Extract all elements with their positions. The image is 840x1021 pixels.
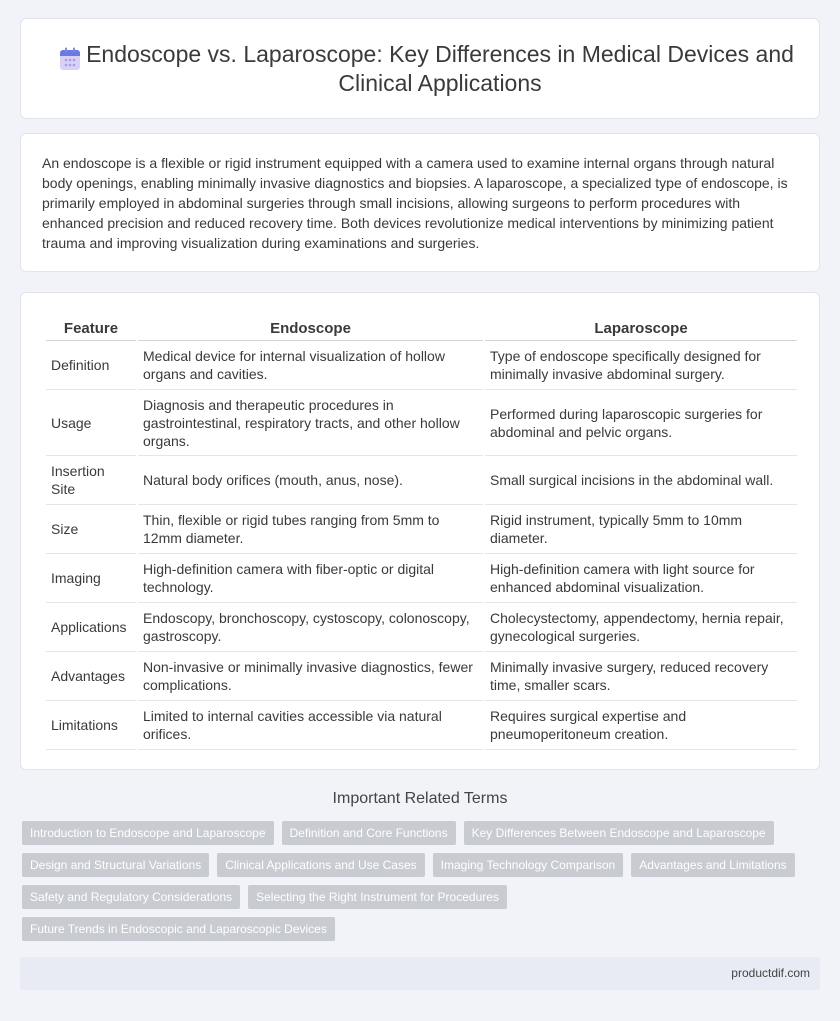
related-tag[interactable]: Future Trends in Endoscopic and Laparoscopic Devices bbox=[22, 917, 335, 941]
endoscope-cell: Medical device for internal visualization of hollow organs and cavities. bbox=[138, 341, 483, 390]
table-row bbox=[46, 554, 797, 603]
related-tag[interactable]: Design and Structural Variations bbox=[22, 853, 209, 877]
endoscope-cell: Diagnosis and therapeutic procedures in gastrointestinal, respiratory tracts, and other hollow organs. bbox=[138, 390, 483, 456]
endoscope-cell: High-definition camera with fiber-optic or digital technology. bbox=[138, 554, 483, 603]
related-tag[interactable]: Imaging Technology Comparison bbox=[433, 853, 624, 877]
endoscope-cell: Natural body orifices (mouth, anus, nose). bbox=[138, 456, 483, 505]
table-row bbox=[46, 456, 797, 505]
feature-cell: Advantages bbox=[46, 652, 136, 701]
header-laparoscope: Laparoscope bbox=[485, 313, 797, 341]
related-tag[interactable]: Definition and Core Functions bbox=[282, 821, 456, 845]
related-tag[interactable]: Safety and Regulatory Considerations bbox=[22, 885, 240, 909]
comparison-table-card bbox=[20, 292, 820, 770]
header-feature: Feature bbox=[46, 313, 136, 341]
header-endoscope: Endoscope bbox=[138, 313, 483, 341]
related-terms-heading: Important Related Terms bbox=[332, 790, 508, 807]
feature-cell: Imaging bbox=[46, 554, 136, 603]
feature-cell: Insertion Site bbox=[46, 456, 136, 505]
related-terms-tags bbox=[22, 821, 822, 949]
endoscope-cell: Thin, flexible or rigid tubes ranging from 5mm to 12mm diameter. bbox=[138, 505, 483, 554]
page-title: Endoscope vs. Laparoscope: Key Differences in Medical Devices and Clinical Applications bbox=[86, 40, 794, 96]
laparoscope-cell: Cholecystectomy, appendectomy, hernia repair, gynecological surgeries. bbox=[485, 603, 797, 652]
feature-cell: Applications bbox=[46, 603, 136, 652]
comparison-table bbox=[44, 313, 799, 750]
laparoscope-cell: Small surgical incisions in the abdominal wall. bbox=[485, 456, 797, 505]
laparoscope-cell: Performed during laparoscopic surgeries for abdominal and pelvic organs. bbox=[485, 390, 797, 456]
intro-paragraph: An endoscope is a flexible or rigid instrument equipped with a camera used to examine internal organs through natural body openings, enabling minimally invasive diagnostics and biopsies. A laparoscope, a specialized type of endoscope, is primarily employed in abdominal surgeries through small incisions, allowing surgeons to perform procedures with enhanced precision and reduced recovery time. Both devices revolutionize medical interventions by minimizing patient trauma and improving visualization during examinations and surgeries. bbox=[42, 155, 788, 251]
laparoscope-cell: Requires surgical expertise and pneumoperitoneum creation. bbox=[485, 701, 797, 750]
endoscope-cell: Limited to internal cavities accessible via natural orifices. bbox=[138, 701, 483, 750]
table-row bbox=[46, 505, 797, 554]
intro-card bbox=[20, 133, 820, 272]
endoscope-cell: Endoscopy, bronchoscopy, cystoscopy, colonoscopy, gastroscopy. bbox=[138, 603, 483, 652]
table-row bbox=[46, 652, 797, 701]
related-tag[interactable]: Clinical Applications and Use Cases bbox=[217, 853, 424, 877]
related-tag[interactable]: Advantages and Limitations bbox=[631, 853, 794, 877]
table-row bbox=[46, 390, 797, 456]
feature-cell: Limitations bbox=[46, 701, 136, 750]
table-row bbox=[46, 701, 797, 750]
feature-cell: Size bbox=[46, 505, 136, 554]
feature-cell: Usage bbox=[46, 390, 136, 456]
related-tag[interactable]: Selecting the Right Instrument for Procedures bbox=[248, 885, 507, 909]
laparoscope-cell: Type of endoscope specifically designed for minimally invasive abdominal surgery. bbox=[485, 341, 797, 390]
laparoscope-cell: Minimally invasive surgery, reduced recovery time, smaller scars. bbox=[485, 652, 797, 701]
title-card bbox=[20, 18, 820, 119]
footer bbox=[20, 957, 820, 990]
related-tag[interactable]: Introduction to Endoscope and Laparoscope bbox=[22, 821, 274, 845]
feature-cell: Definition bbox=[46, 341, 136, 390]
laparoscope-cell: Rigid instrument, typically 5mm to 10mm diameter. bbox=[485, 505, 797, 554]
table-header-row bbox=[46, 313, 797, 341]
endoscope-cell: Non-invasive or minimally invasive diagnostics, fewer complications. bbox=[138, 652, 483, 701]
table-row bbox=[46, 603, 797, 652]
table-row bbox=[46, 341, 797, 390]
footer-site[interactable]: productdif.com bbox=[731, 966, 810, 980]
laparoscope-cell: High-definition camera with light source for enhanced abdominal visualization. bbox=[485, 554, 797, 603]
related-tag[interactable]: Key Differences Between Endoscope and Laparoscope bbox=[464, 821, 774, 845]
